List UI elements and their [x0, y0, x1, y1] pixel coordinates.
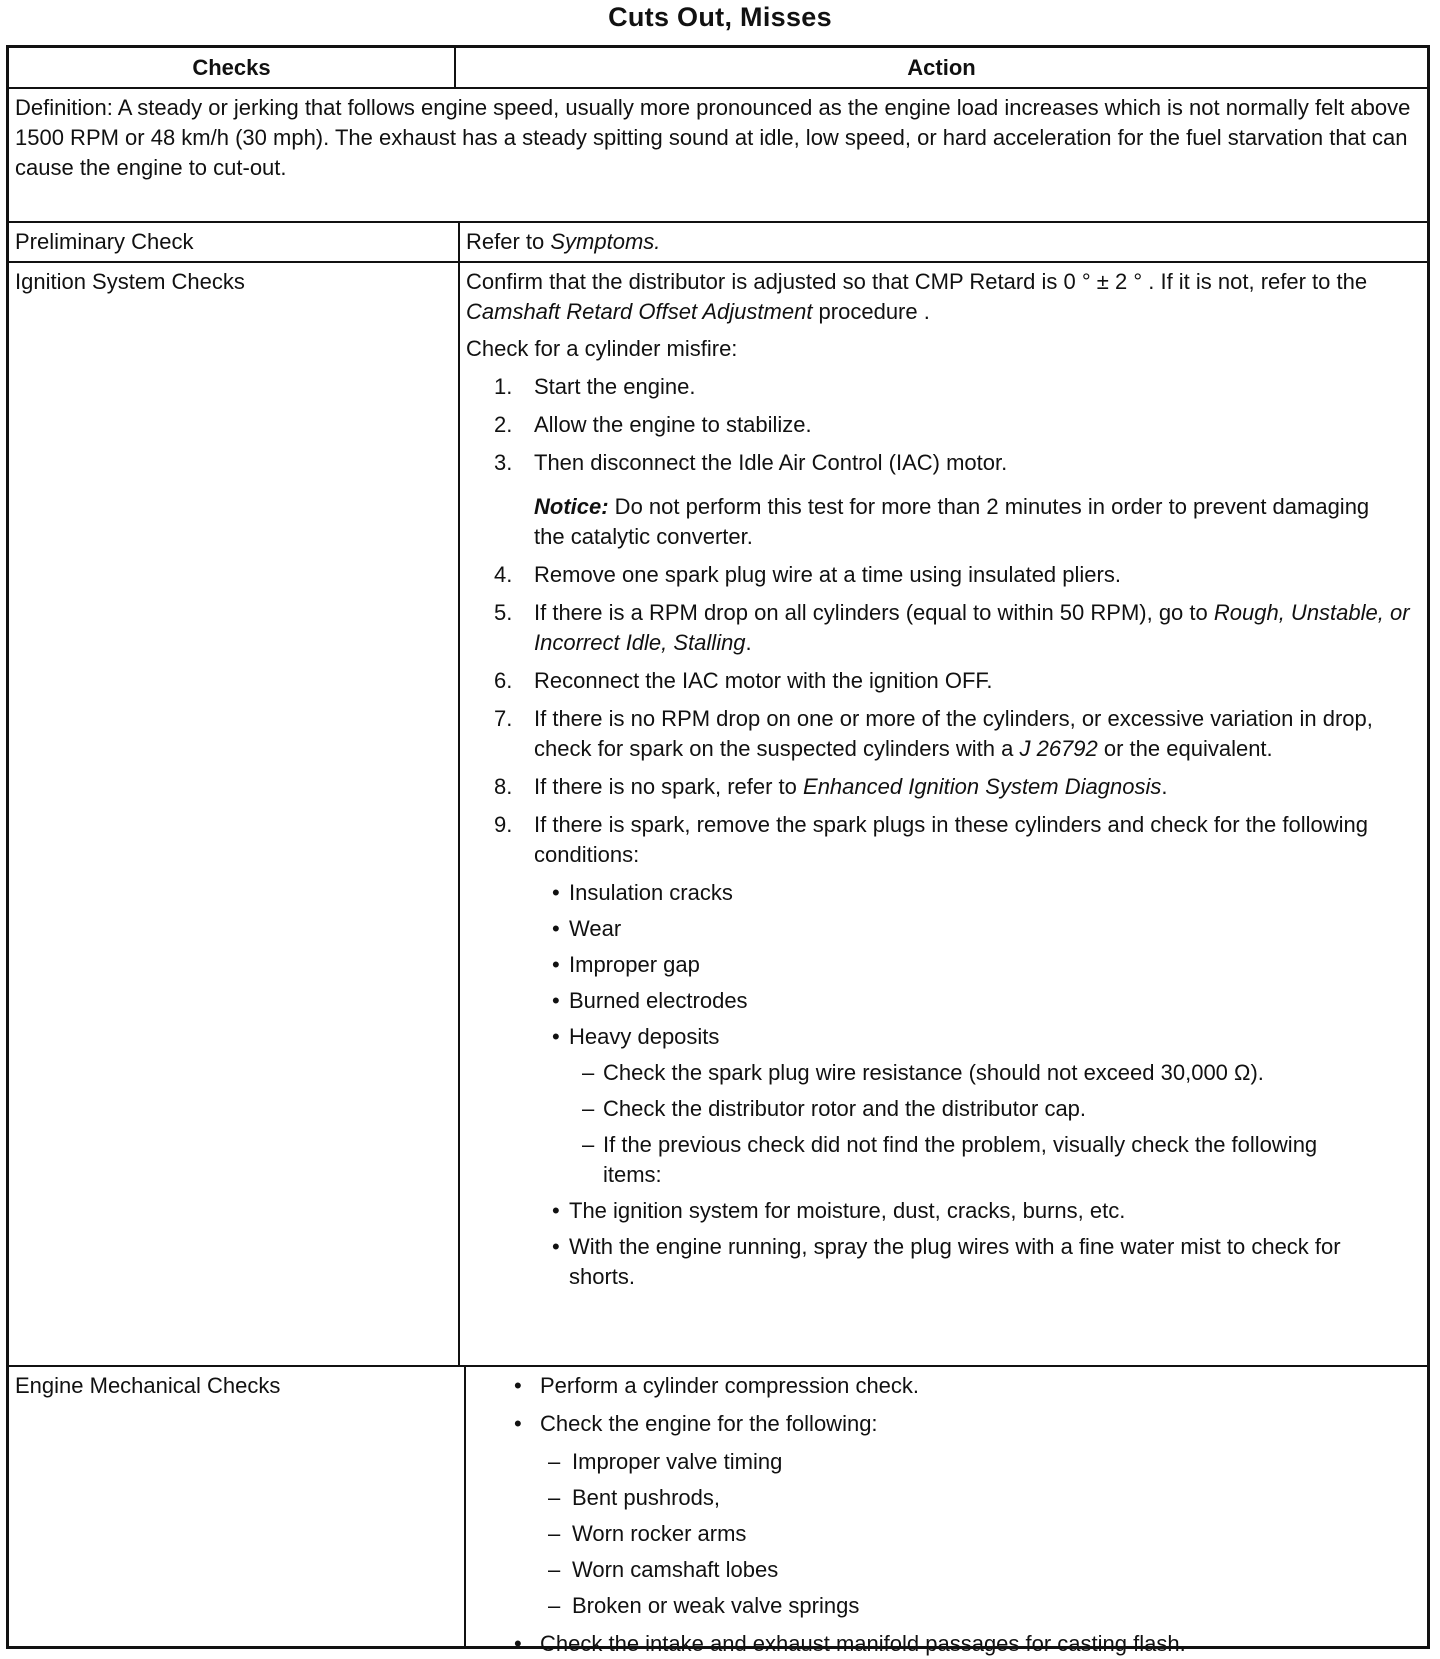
misfire-intro: Check for a cylinder misfire: — [466, 336, 738, 361]
engine-sub-item — [472, 1447, 1423, 1477]
dash-icon: – — [548, 1449, 561, 1474]
bullet-icon: • — [552, 880, 560, 905]
condition-item — [466, 986, 1423, 1016]
dash-icon: – — [548, 1557, 561, 1582]
engine-check-label: Engine Mechanical Checks — [9, 1367, 466, 1646]
engine-sub-item — [472, 1591, 1423, 1621]
ignition-row — [9, 263, 1427, 1367]
bullet-icon: • — [514, 1373, 522, 1398]
sub-check-item — [466, 1058, 1423, 1088]
step-4 — [466, 560, 1423, 590]
condition-item — [466, 1022, 1423, 1052]
condition-item — [466, 914, 1423, 944]
step-number: 8. — [494, 774, 513, 799]
step-text: If there is a RPM drop on all cylinders (equal to within 50 RPM), go to — [534, 600, 1214, 625]
engine-bullet — [472, 1629, 1423, 1659]
condition-text: Improper gap — [569, 952, 700, 977]
engine-action — [466, 1367, 1427, 1656]
step-text: If there is no spark, refer to — [534, 774, 804, 799]
step-text: If there is no RPM drop on one or more of the cylinders, or excessive variation in drop, check for spark on the suspected cylinders with a — [534, 706, 1373, 761]
cmp-retard-instruction — [466, 267, 1423, 327]
step-number: 7. — [494, 706, 513, 731]
bullet-icon: • — [552, 1198, 560, 1223]
symptoms-reference: Symptoms. — [550, 229, 661, 254]
condition-text: Burned electrodes — [569, 988, 748, 1013]
step-8 — [466, 772, 1423, 802]
step-2 — [466, 410, 1423, 440]
definition-row — [9, 89, 1427, 223]
step-text-end: . — [1161, 774, 1168, 799]
step-number: 4. — [494, 562, 513, 587]
header-checks: Checks — [9, 48, 456, 87]
step-number: 5. — [494, 600, 513, 625]
ignition-action — [460, 263, 1427, 1365]
visual-item — [466, 1232, 1423, 1292]
engine-mechanical-row — [9, 1367, 1427, 1656]
step-text: Reconnect the IAC motor with the ignition OFF. — [534, 668, 993, 693]
sub-check-text: Check the spark plug wire resistance (should not exceed 30,000 Ω). — [603, 1060, 1264, 1085]
preliminary-row — [9, 223, 1427, 263]
bullet-icon: • — [552, 916, 560, 941]
notice — [466, 492, 1423, 552]
step-7 — [466, 704, 1423, 764]
step-text: Allow the engine to stabilize. — [534, 412, 812, 437]
visual-item-text: With the engine running, spray the plug wires with a fine water mist to check for shorts. — [569, 1234, 1341, 1289]
step-text: Remove one spark plug wire at a time using insulated pliers. — [534, 562, 1121, 587]
engine-sub-item — [472, 1519, 1423, 1549]
ignition-check-label: Ignition System Checks — [9, 263, 460, 1365]
definition-text: Definition: A steady or jerking that follows engine speed, usually more pronounced as the engine load increases which is not normally felt above 1500 RPM or 48 km/h (30 mph). The exhaust has a steady spitting sound at idle, low speed, or hard acceleration for the fuel starvation that can cause the engine to cut-out. — [15, 95, 1411, 180]
engine-sub-text: Worn camshaft lobes — [572, 1557, 779, 1582]
step-number: 6. — [494, 668, 513, 693]
notice-text: Do not perform this test for more than 2 minutes in order to prevent damaging the catalytic converter. — [534, 494, 1370, 549]
bullet-icon: • — [552, 1024, 560, 1049]
dash-icon: – — [582, 1096, 595, 1121]
bullet-icon: • — [514, 1411, 522, 1436]
sub-check-item — [466, 1130, 1423, 1190]
condition-text: Insulation cracks — [569, 880, 733, 905]
dash-icon: – — [582, 1132, 595, 1157]
step-text: If there is spark, remove the spark plugs in these cylinders and check for the following conditions: — [534, 812, 1368, 867]
step-text: Start the engine. — [534, 374, 696, 399]
diagnostic-table — [6, 45, 1430, 1656]
engine-bullet-text: Perform a cylinder compression check. — [540, 1373, 920, 1398]
dash-icon: – — [548, 1593, 561, 1618]
bullet-icon: • — [552, 1234, 560, 1259]
bullet-icon: • — [552, 988, 560, 1013]
tool-reference: J 26792 — [1019, 736, 1098, 761]
step-number: 2. — [494, 412, 513, 437]
engine-bullet-text: Check the intake and exhaust manifold passages for casting flash. — [540, 1631, 1186, 1656]
sub-check-text: Check the distributor rotor and the distributor cap. — [603, 1096, 1087, 1121]
ignition-diagnosis-reference: Enhanced Ignition System Diagnosis — [803, 774, 1162, 799]
condition-text: Heavy deposits — [569, 1024, 720, 1049]
engine-bullet-text: Check the engine for the following: — [540, 1411, 878, 1436]
bullet-icon: • — [552, 952, 560, 977]
step-3 — [466, 448, 1423, 478]
visual-item — [466, 1196, 1423, 1226]
preliminary-action — [460, 223, 1427, 261]
header-action: Action — [907, 55, 976, 80]
engine-sub-item — [472, 1555, 1423, 1585]
step-number: 9. — [494, 812, 513, 837]
dash-icon: – — [548, 1521, 561, 1546]
engine-sub-text: Broken or weak valve springs — [572, 1593, 860, 1618]
dash-icon: – — [548, 1485, 561, 1510]
step-1 — [466, 372, 1423, 402]
sub-check-text: If the previous check did not find the problem, visually check the following items: — [603, 1132, 1318, 1187]
camshaft-retard-reference: Camshaft Retard Offset Adjustment — [466, 299, 813, 324]
page-title: Cuts Out, Misses — [608, 2, 832, 32]
step-number: 3. — [494, 450, 513, 475]
step-text-end: . — [745, 630, 752, 655]
condition-item — [466, 950, 1423, 980]
engine-bullet — [472, 1371, 1423, 1401]
cmp-confirm-post: procedure . — [812, 299, 930, 324]
condition-text: Wear — [569, 916, 622, 941]
cmp-confirm-text: Confirm that the distributor is adjusted so that CMP Retard is 0 ° ± 2 ° . If it is not, refer to the — [466, 269, 1368, 294]
dash-icon: – — [582, 1060, 595, 1085]
step-number: 1. — [494, 374, 513, 399]
engine-bullet — [472, 1409, 1423, 1439]
condition-item — [466, 878, 1423, 908]
engine-sub-item — [472, 1483, 1423, 1513]
sub-check-item — [466, 1094, 1423, 1124]
preliminary-action-text: Refer to — [466, 229, 551, 254]
engine-sub-text: Bent pushrods, — [572, 1485, 720, 1510]
step-9 — [466, 810, 1423, 870]
step-5 — [466, 598, 1423, 658]
table-header-row — [9, 48, 1427, 89]
visual-item-text: The ignition system for moisture, dust, cracks, burns, etc. — [569, 1198, 1126, 1223]
preliminary-check-label: Preliminary Check — [9, 223, 460, 261]
rough-idle-reference: Rough, Unstable, or Incorrect Idle, Stalling — [534, 600, 1410, 655]
notice-label: Notice: — [534, 494, 609, 519]
step-text: Then disconnect the Idle Air Control (IAC) motor. — [534, 450, 1008, 475]
engine-sub-text: Worn rocker arms — [572, 1521, 747, 1546]
engine-sub-text: Improper valve timing — [572, 1449, 783, 1474]
step-text-end: or the equivalent. — [1097, 736, 1273, 761]
bullet-icon: • — [514, 1631, 522, 1656]
step-6 — [466, 666, 1423, 696]
